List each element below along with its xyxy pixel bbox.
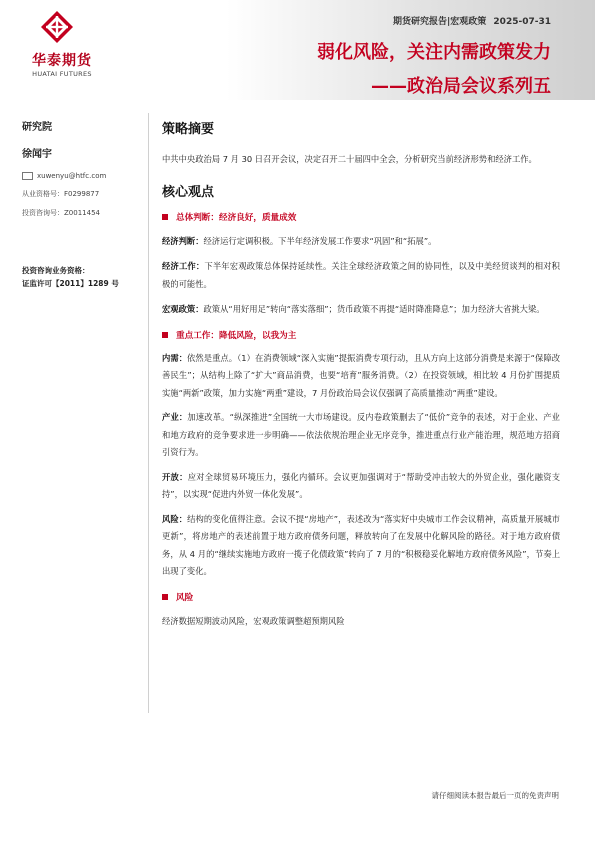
paragraph-industry bbox=[162, 409, 560, 462]
license-title: 投资咨询业务资格： bbox=[22, 266, 90, 275]
mail-icon bbox=[22, 172, 33, 180]
column-divider bbox=[148, 113, 149, 713]
paragraph-text: 应对全球贸易环境压力，强化内循环。会议更加强调对于“帮助受冲击较大的外贸企业，强化融资支持”，以实现“促进内外贸一体化发展”。 bbox=[162, 471, 560, 499]
org-name: 研究院 bbox=[22, 122, 52, 133]
qualification-number: 从业资格号：F0299877 bbox=[22, 190, 100, 198]
paragraph-label: 经济工作： bbox=[162, 261, 205, 271]
license-info bbox=[22, 264, 140, 290]
paragraph-text: 下半年宏观政策总体保持延续性。关注全球经济政策之间的协同性，以及中美经贸谈判的相对积极的可能性。 bbox=[162, 261, 560, 289]
subsection-title: 重点工作：降低风险，以我为主 bbox=[176, 330, 297, 341]
paragraph-text: 结构的变化值得注意。会议不提“房地产”，表述改为“落实好中央城市工作会议精神，高质量开展城市更新”，将房地产的表述前置于地方政府债务问题，释放转向了在发展中化解风险的路径。对于地方政府债务，从 4 月的“继续实施地方政府一揽子化债政策”转向了 7 月的“积极稳妥化解地方政府债务风险”，节奏上出现了变化。 bbox=[162, 513, 560, 576]
paragraph-label: 开放： bbox=[162, 471, 188, 482]
subsection-title: 风险 bbox=[176, 592, 194, 603]
report-date: 2025-07-31 bbox=[493, 17, 551, 27]
paragraph-macro-policy bbox=[162, 301, 560, 319]
paragraph-opening bbox=[162, 469, 560, 504]
paragraph-text: 依然是重点。（1）在消费领域“深入实施”提振消费专项行动，且从方向上这部分消费是来源于“保障改善民生”；从结构上除了“扩大”商品消费，也要“培育”服务消费。（2）在投资领域，相比较 4 月份扩围提质实施“两新”政策，加力实施“两重”建设，7 月份政治局会议仅强调了高质量推动“两重”建设。 bbox=[162, 352, 560, 398]
report-meta bbox=[393, 14, 551, 27]
email-text[interactable]: xuwenyu@htfc.com bbox=[37, 172, 107, 180]
paragraph-label: 风险： bbox=[162, 513, 188, 524]
company-logo bbox=[22, 10, 102, 84]
license-number: 证监许可【2011】1289 号 bbox=[22, 279, 119, 288]
paragraph-label: 内需： bbox=[162, 352, 188, 363]
core-heading: 核心观点 bbox=[162, 184, 215, 200]
report-category: 宏观政策 bbox=[450, 17, 487, 27]
paragraph-work bbox=[162, 258, 560, 293]
advisory-number: 投资咨询号：Z0011454 bbox=[22, 209, 100, 217]
paragraph-risk bbox=[162, 511, 560, 581]
subsection-overall bbox=[162, 211, 560, 223]
author-name: 徐闻宇 bbox=[22, 149, 52, 160]
summary-text: 中共中央政治局 7 月 30 日召开会议，决定召开二十届四中全会，分析研究当前经济形势和经济工作。 bbox=[162, 154, 537, 164]
report-type: 期货研究报告 bbox=[392, 17, 447, 27]
paragraph-label: 产业： bbox=[162, 412, 188, 422]
author-email[interactable] bbox=[22, 172, 140, 180]
paragraph-label: 宏观政策： bbox=[162, 304, 204, 314]
brand-name-cn: 华泰期货 bbox=[32, 53, 92, 69]
summary-heading: 策略摘要 bbox=[162, 122, 215, 137]
main-content bbox=[162, 118, 560, 630]
disclaimer-note: 请仔细阅读本报告最后一页的免责声明 bbox=[431, 791, 559, 800]
subsection-key-work bbox=[162, 329, 560, 341]
paragraph-text: 政策从“用好用足”转向“落实落细”；货币政策不再提“适时降准降息”；加力经济大省挑大梁。 bbox=[203, 304, 545, 314]
paragraph-text: 加速改革。“纵深推进”全国统一大市场建设。反内卷政策删去了“低价”竞争的表述，对于企业、产业和地方政府的竞争要求进一步明确——依法依规治理企业无序竞争，推进重点行业产能治理，规范地方招商引资行为。 bbox=[162, 412, 560, 457]
brand-name-en: HUATAI FUTURES bbox=[32, 70, 92, 78]
bullet-square-icon bbox=[162, 594, 168, 600]
author-sidebar bbox=[22, 118, 140, 290]
bullet-square-icon bbox=[162, 332, 168, 338]
report-subtitle: ——政治局会议系列五 bbox=[371, 76, 551, 97]
subsection-risk bbox=[162, 591, 560, 603]
paragraph-text: 经济运行定调积极。下半年经济发展工作要求“巩固”和“拓展”。 bbox=[203, 235, 437, 246]
report-title: 弱化风险，关注内需政策发力 bbox=[317, 42, 551, 63]
bullet-square-icon bbox=[162, 214, 168, 220]
huatai-logo-icon bbox=[40, 10, 74, 44]
meta-divider: | bbox=[446, 17, 451, 27]
paragraph-label: 经济判断： bbox=[162, 235, 204, 246]
paragraph-economy bbox=[162, 233, 560, 251]
subsection-title: 总体判断：经济良好，质量成效 bbox=[176, 212, 297, 223]
paragraph-domestic-demand bbox=[162, 350, 560, 403]
risk-text: 经济数据短期波动风险，宏观政策调整超预期风险 bbox=[162, 615, 345, 626]
